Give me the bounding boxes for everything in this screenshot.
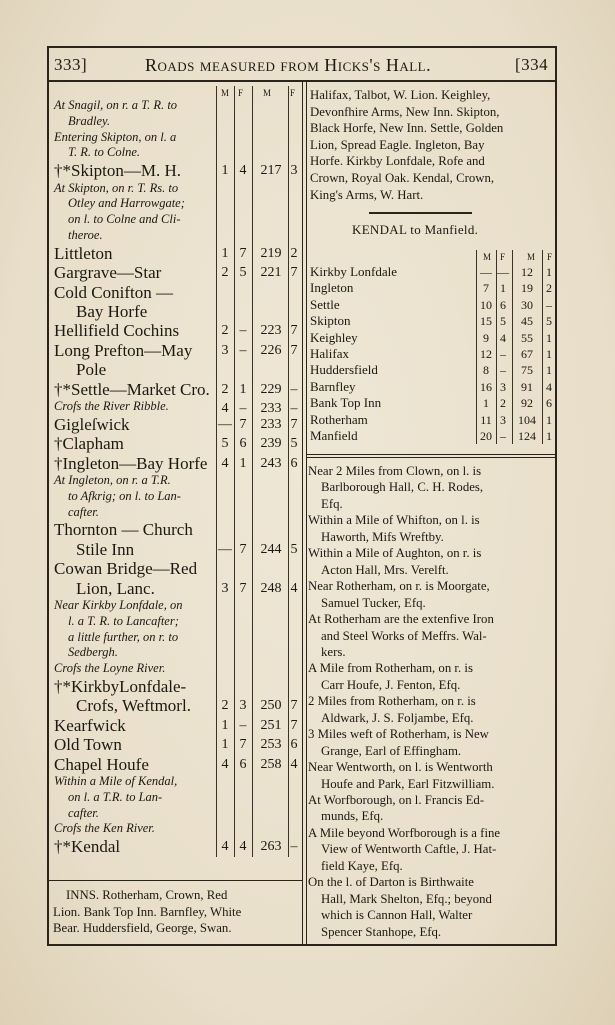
column-divider bbox=[302, 82, 303, 944]
distance-furlongs: 7 bbox=[239, 416, 247, 432]
note-line: Grange, Earl of Effingham. bbox=[321, 743, 462, 758]
distance-total-miles: 217 bbox=[260, 163, 282, 179]
note-line: A Mile from Rotherham, on r. is bbox=[308, 661, 473, 676]
route-distance: 2 bbox=[500, 396, 506, 411]
distance-total-furlongs: 5 bbox=[290, 436, 298, 452]
note-line: At Worfborough, on l. Francis Ed- bbox=[308, 793, 485, 807]
route-col-header-tm: M bbox=[527, 252, 536, 262]
inns-line: Devonfhire Arms, New Inn. Skipton, bbox=[310, 104, 500, 119]
route-place: Barnfley bbox=[310, 378, 356, 394]
route-note: At Snagil, on r. a T. R. to bbox=[54, 98, 178, 112]
distance-furlongs: – bbox=[239, 717, 247, 733]
place-name: Crofs, Weftmorl. bbox=[76, 696, 191, 716]
distance-miles: 1 bbox=[221, 717, 229, 733]
note-line: which is Cannon Hall, Walter bbox=[321, 908, 473, 923]
distance-miles: 1 bbox=[221, 163, 229, 179]
place-name: Gargrave—Star bbox=[54, 263, 162, 283]
route-distance: 11 bbox=[480, 412, 492, 427]
route-distance: 3 bbox=[500, 379, 506, 394]
place-name: Cold Conifton — bbox=[54, 282, 174, 302]
note-line: Acton Hall, Mrs. Verelft. bbox=[321, 562, 449, 577]
route-distance: 124 bbox=[518, 429, 536, 443]
distance-total-miles: 239 bbox=[260, 436, 282, 452]
route-distance: 8 bbox=[483, 363, 489, 378]
distance-furlongs: 7 bbox=[239, 737, 247, 753]
note-line: Spencer Stanhope, Efq. bbox=[321, 924, 442, 939]
distance-total-miles: 233 bbox=[260, 401, 282, 416]
route-distance: 1 bbox=[500, 281, 506, 296]
place-name: Cowan Bridge—Red bbox=[54, 559, 198, 579]
distance-miles: 1 bbox=[221, 245, 229, 261]
route-column-rule bbox=[496, 250, 497, 444]
route-col-header-f: F bbox=[500, 252, 506, 262]
distance-total-furlongs: 7 bbox=[290, 342, 298, 358]
distance-furlongs: – bbox=[239, 342, 247, 358]
distance-furlongs: 7 bbox=[239, 245, 247, 261]
note-line: Near 2 Miles from Clown, on l. is bbox=[308, 464, 482, 478]
distance-total-furlongs: – bbox=[290, 381, 298, 397]
place-name: Pole bbox=[76, 360, 107, 380]
route-place: Manfield bbox=[310, 428, 358, 443]
distance-furlongs: 7 bbox=[239, 580, 247, 596]
route-note: Bradley. bbox=[68, 113, 111, 128]
route-distance: 1 bbox=[546, 347, 552, 361]
col-header-total-miles: M bbox=[263, 88, 272, 98]
note-line: 2 Miles from Rotherham, on r. is bbox=[308, 694, 476, 709]
distance-total-furlongs: – bbox=[290, 401, 298, 416]
note-line: Aldwark, J. S. Foljambe, Efq. bbox=[321, 710, 474, 725]
distance-miles: 2 bbox=[221, 698, 229, 714]
distance-miles: 2 bbox=[221, 381, 229, 397]
note-line: Houfe and Park, Earl Fitzwilliam. bbox=[321, 776, 495, 791]
inns-rule bbox=[48, 880, 302, 881]
place-name: †*Skipton—M. H. bbox=[54, 161, 182, 181]
note-line: field Kaye, Efq. bbox=[321, 858, 403, 873]
route-distance: 5 bbox=[546, 314, 552, 329]
distance-total-miles: 226 bbox=[260, 342, 282, 358]
place-name: †Clapham bbox=[54, 434, 124, 454]
route-note: cafter. bbox=[68, 805, 99, 820]
distance-miles: 5 bbox=[221, 436, 229, 452]
place-name: Littleton bbox=[54, 243, 113, 263]
place-name: Long Prefton—May bbox=[54, 340, 193, 360]
route-distance: 5 bbox=[500, 314, 506, 329]
route-distance: 3 bbox=[500, 412, 506, 427]
route-note: T. R. to Colne. bbox=[68, 145, 140, 160]
note-line: Efq. bbox=[321, 496, 343, 511]
route-distance: 20 bbox=[480, 429, 492, 443]
distance-miles: 3 bbox=[221, 580, 229, 596]
distance-furlongs: 3 bbox=[239, 698, 247, 714]
route-distance: 4 bbox=[500, 330, 506, 345]
route-place: Settle bbox=[310, 296, 340, 312]
inns-line: Lion. Bank Top Inn. Barnfley, White bbox=[53, 904, 242, 919]
distance-furlongs: 4 bbox=[239, 839, 247, 855]
route-note: a little further, on r. to bbox=[68, 629, 179, 644]
distance-total-furlongs: 7 bbox=[290, 698, 298, 714]
route-place: Rotherham bbox=[310, 411, 368, 427]
place-name: Lion, Lanc. bbox=[76, 578, 155, 598]
route-distance: 4 bbox=[546, 379, 552, 394]
distance-total-furlongs: 7 bbox=[290, 265, 298, 281]
note-line: Hall, Mark Shelton, Efq.; beyond bbox=[321, 891, 492, 906]
distance-furlongs: 4 bbox=[239, 163, 247, 179]
place-name: †*Kendal bbox=[54, 837, 121, 857]
route-note: Crofs the Ken River. bbox=[54, 821, 155, 836]
route-column-rule bbox=[476, 250, 477, 444]
distance-total-furlongs: – bbox=[290, 839, 298, 855]
route-distance: 1 bbox=[546, 363, 552, 378]
distance-total-miles: 251 bbox=[260, 717, 282, 733]
route-place: Skipton bbox=[310, 313, 351, 329]
col-header-total-furlongs: F bbox=[290, 88, 296, 98]
distance-total-miles: 223 bbox=[260, 323, 282, 339]
page-number-right: [334 bbox=[515, 55, 549, 74]
route-distance: 6 bbox=[546, 396, 552, 411]
note-line: Within a Mile of Aughton, on r. is bbox=[308, 546, 482, 561]
note-line: View of Wentworth Caftle, J. Hat- bbox=[321, 842, 497, 857]
route-note: cafter. bbox=[68, 504, 99, 519]
distance-furlongs: 6 bbox=[239, 436, 247, 452]
distance-miles: 4 bbox=[221, 401, 229, 416]
route-place: Halifax bbox=[310, 346, 349, 361]
route-distance: 1 bbox=[546, 412, 552, 427]
route-distance: 1 bbox=[546, 429, 552, 443]
inns-line: Horfe. Kirkby Lonfdale, Rofe and bbox=[310, 154, 485, 169]
route-distance: – bbox=[546, 297, 552, 312]
place-name: Chapel Houfe bbox=[54, 754, 149, 774]
inns-line: Bear. Huddersfield, George, Swan. bbox=[53, 921, 232, 936]
route-note: l. a T. R. to Lancafter; bbox=[68, 613, 179, 628]
route-distance: 1 bbox=[546, 330, 552, 345]
route-distance: — bbox=[480, 265, 492, 279]
column-rule bbox=[216, 86, 217, 857]
route-distance: 12 bbox=[480, 347, 492, 361]
route-distance: 1 bbox=[546, 265, 552, 279]
note-line: Carr Houfe, J. Fenton, Efq. bbox=[321, 677, 461, 692]
route-note: At Skipton, on r. T. Rs. to bbox=[54, 180, 179, 195]
distance-furlongs: 1 bbox=[239, 381, 247, 397]
distance-total-miles: 243 bbox=[260, 455, 282, 471]
distance-total-miles: 219 bbox=[260, 245, 282, 261]
note-line: and Steel Works of Meffrs. Wal- bbox=[321, 628, 487, 643]
distance-miles: 2 bbox=[221, 265, 229, 281]
note-line: Samuel Tucker, Efq. bbox=[321, 595, 426, 610]
place-name: †*KirkbyLonfdale- bbox=[54, 677, 187, 696]
route-place: Kirkby Lonfdale bbox=[310, 264, 398, 279]
route-distance: 9 bbox=[483, 330, 489, 345]
route-distance: 12 bbox=[521, 265, 533, 279]
distance-total-furlongs: 3 bbox=[290, 163, 298, 179]
note-line: Near Wentworth, on l. is Wentworth bbox=[308, 760, 493, 775]
running-title: Roads measured from Hicks's Hall. bbox=[145, 55, 432, 75]
distance-total-miles: 229 bbox=[260, 381, 282, 397]
distance-total-miles: 258 bbox=[260, 756, 282, 772]
route-note: Near Kirkby Lonfdale, on bbox=[54, 598, 183, 612]
place-name: Thornton — Church bbox=[54, 520, 193, 540]
route-distance: 1 bbox=[483, 396, 489, 411]
distance-miles: — bbox=[218, 416, 232, 432]
distance-total-miles: 248 bbox=[260, 580, 282, 596]
distance-furlongs: 5 bbox=[239, 265, 247, 281]
distance-total-furlongs: 7 bbox=[290, 717, 298, 733]
col-header-furlongs: F bbox=[238, 88, 244, 98]
inns-line: Halifax, Talbot, W. Lion. Keighley, bbox=[310, 88, 491, 102]
place-name: Old Town bbox=[54, 735, 122, 755]
place-name: Kearfwick bbox=[54, 715, 126, 735]
distance-total-miles: 233 bbox=[260, 416, 282, 432]
distance-total-miles: 221 bbox=[260, 265, 282, 281]
distance-total-furlongs: 7 bbox=[290, 416, 298, 432]
note-line: munds, Efq. bbox=[321, 809, 384, 824]
inns-line: INNS. Rotherham, Crown, Red bbox=[66, 888, 228, 902]
place-name: Gigleſwick bbox=[54, 414, 130, 434]
route-place: Huddersfield bbox=[310, 362, 378, 378]
distance-miles: 4 bbox=[221, 455, 229, 471]
route-column-rule bbox=[512, 250, 513, 444]
route-distance: 6 bbox=[500, 297, 506, 312]
distance-furlongs: – bbox=[239, 401, 247, 416]
distance-total-miles: 253 bbox=[260, 737, 282, 753]
distance-total-furlongs: 2 bbox=[290, 245, 298, 261]
route-place: Keighley bbox=[310, 329, 358, 345]
place-name: †Ingleton—Bay Horfe bbox=[54, 453, 208, 473]
route-distance: 15 bbox=[480, 314, 492, 329]
column-rule bbox=[234, 86, 235, 857]
route-note: Otley and Harrowgate; bbox=[68, 196, 185, 211]
note-line: A Mile beyond Worfborough is a fine bbox=[308, 825, 501, 840]
column-divider bbox=[306, 82, 307, 944]
place-name: Bay Horfe bbox=[76, 302, 148, 321]
distance-miles: 3 bbox=[221, 342, 229, 358]
distance-miles: 2 bbox=[221, 323, 229, 339]
route-distance: 67 bbox=[521, 347, 533, 361]
distance-miles: 1 bbox=[221, 737, 229, 753]
route-distance: 92 bbox=[521, 396, 533, 411]
route-note: Crofs the River Ribble. bbox=[54, 399, 169, 413]
distance-furlongs: 7 bbox=[239, 541, 247, 557]
route-note: on l. to Colne and Cli- bbox=[68, 212, 181, 227]
route-note: Entering Skipton, on l. a bbox=[54, 129, 177, 144]
notes-rule bbox=[307, 454, 557, 455]
note-line: At Rotherham are the extenfive Iron bbox=[308, 612, 494, 627]
section-rule bbox=[369, 212, 472, 214]
route-distance: — bbox=[497, 265, 509, 279]
route-distance: 75 bbox=[521, 363, 533, 378]
route-note: on l. a T.R. to Lan- bbox=[68, 789, 163, 804]
route-distance: 91 bbox=[521, 379, 533, 394]
inns-line: Black Horfe, New Inn. Settle, Golden bbox=[310, 121, 504, 136]
distance-total-furlongs: 7 bbox=[290, 323, 298, 339]
notes-rule bbox=[307, 457, 557, 458]
note-line: Barlborough Hall, C. H. Rodes, bbox=[321, 480, 484, 495]
note-line: 3 Miles weft of Rotherham, is New bbox=[308, 727, 489, 742]
inns-line: Lion, Spread Eagle. Ingleton, Bay bbox=[310, 137, 485, 152]
note-line: kers. bbox=[321, 644, 346, 659]
distance-total-furlongs: 5 bbox=[290, 541, 298, 557]
route-distance: 104 bbox=[518, 412, 536, 427]
distance-miles: — bbox=[218, 541, 232, 557]
place-name: Stile Inn bbox=[76, 539, 135, 559]
route-col-header-m: M bbox=[483, 252, 492, 262]
column-rule bbox=[288, 86, 289, 857]
distance-total-furlongs: 4 bbox=[290, 756, 298, 772]
route-distance: 30 bbox=[521, 297, 533, 312]
route-distance: 7 bbox=[483, 281, 489, 296]
distance-total-miles: 263 bbox=[260, 839, 282, 855]
route-distance: 2 bbox=[546, 281, 552, 296]
page-number-left: 333] bbox=[54, 55, 88, 74]
note-line: Within a Mile of Whifton, on l. is bbox=[308, 513, 480, 528]
route-note: to Afkrig; on l. to Lan- bbox=[68, 488, 181, 503]
route-note: At Ingleton, on r. a T.R. bbox=[54, 473, 171, 487]
distance-total-miles: 244 bbox=[260, 541, 282, 557]
distance-furlongs: 1 bbox=[239, 455, 247, 471]
distance-furlongs: – bbox=[239, 323, 247, 339]
distance-miles: 4 bbox=[221, 756, 229, 772]
note-line: Haworth, Mifs Wreftby. bbox=[321, 529, 444, 544]
column-rule bbox=[252, 86, 253, 857]
distance-total-furlongs: 6 bbox=[290, 455, 298, 471]
route-place: Bank Top Inn bbox=[310, 395, 382, 411]
route-note: theroe. bbox=[68, 228, 103, 242]
route-distance: 55 bbox=[521, 330, 533, 345]
distance-miles: 4 bbox=[221, 839, 229, 855]
route-distance: 45 bbox=[521, 314, 533, 329]
route-distance: 19 bbox=[521, 281, 533, 296]
route-distance: – bbox=[500, 363, 506, 378]
place-name: Hellifield Cochins bbox=[54, 321, 180, 341]
route-distance: 16 bbox=[480, 379, 492, 394]
distance-total-miles: 250 bbox=[260, 698, 282, 714]
note-line: Near Rotherham, on r. is Moorgate, bbox=[308, 579, 490, 594]
distance-furlongs: 6 bbox=[239, 756, 247, 772]
route-title: KENDAL to Manfield. bbox=[352, 222, 479, 237]
col-header-miles: M bbox=[221, 88, 230, 98]
distance-total-furlongs: 4 bbox=[290, 580, 298, 596]
route-distance: 10 bbox=[480, 297, 492, 312]
route-column-rule bbox=[542, 250, 543, 444]
route-distance: – bbox=[500, 429, 506, 443]
place-name: †*Settle—Market Cro. bbox=[54, 379, 210, 399]
route-distance: – bbox=[500, 347, 506, 361]
distance-total-furlongs: 6 bbox=[290, 737, 298, 753]
note-line: On the l. of Darton is Birthwaite bbox=[308, 875, 474, 890]
route-place: Ingleton bbox=[310, 280, 354, 296]
route-note: Within a Mile of Kendal, bbox=[54, 774, 178, 788]
route-col-header-tf: F bbox=[547, 252, 553, 262]
inns-line: King's Arms, W. Hart. bbox=[310, 187, 424, 202]
inns-line: Crown, Royal Oak. Kendal, Crown, bbox=[310, 171, 495, 185]
route-note: Sedbergh. bbox=[68, 645, 118, 660]
route-note: Crofs the Loyne River. bbox=[54, 661, 166, 676]
